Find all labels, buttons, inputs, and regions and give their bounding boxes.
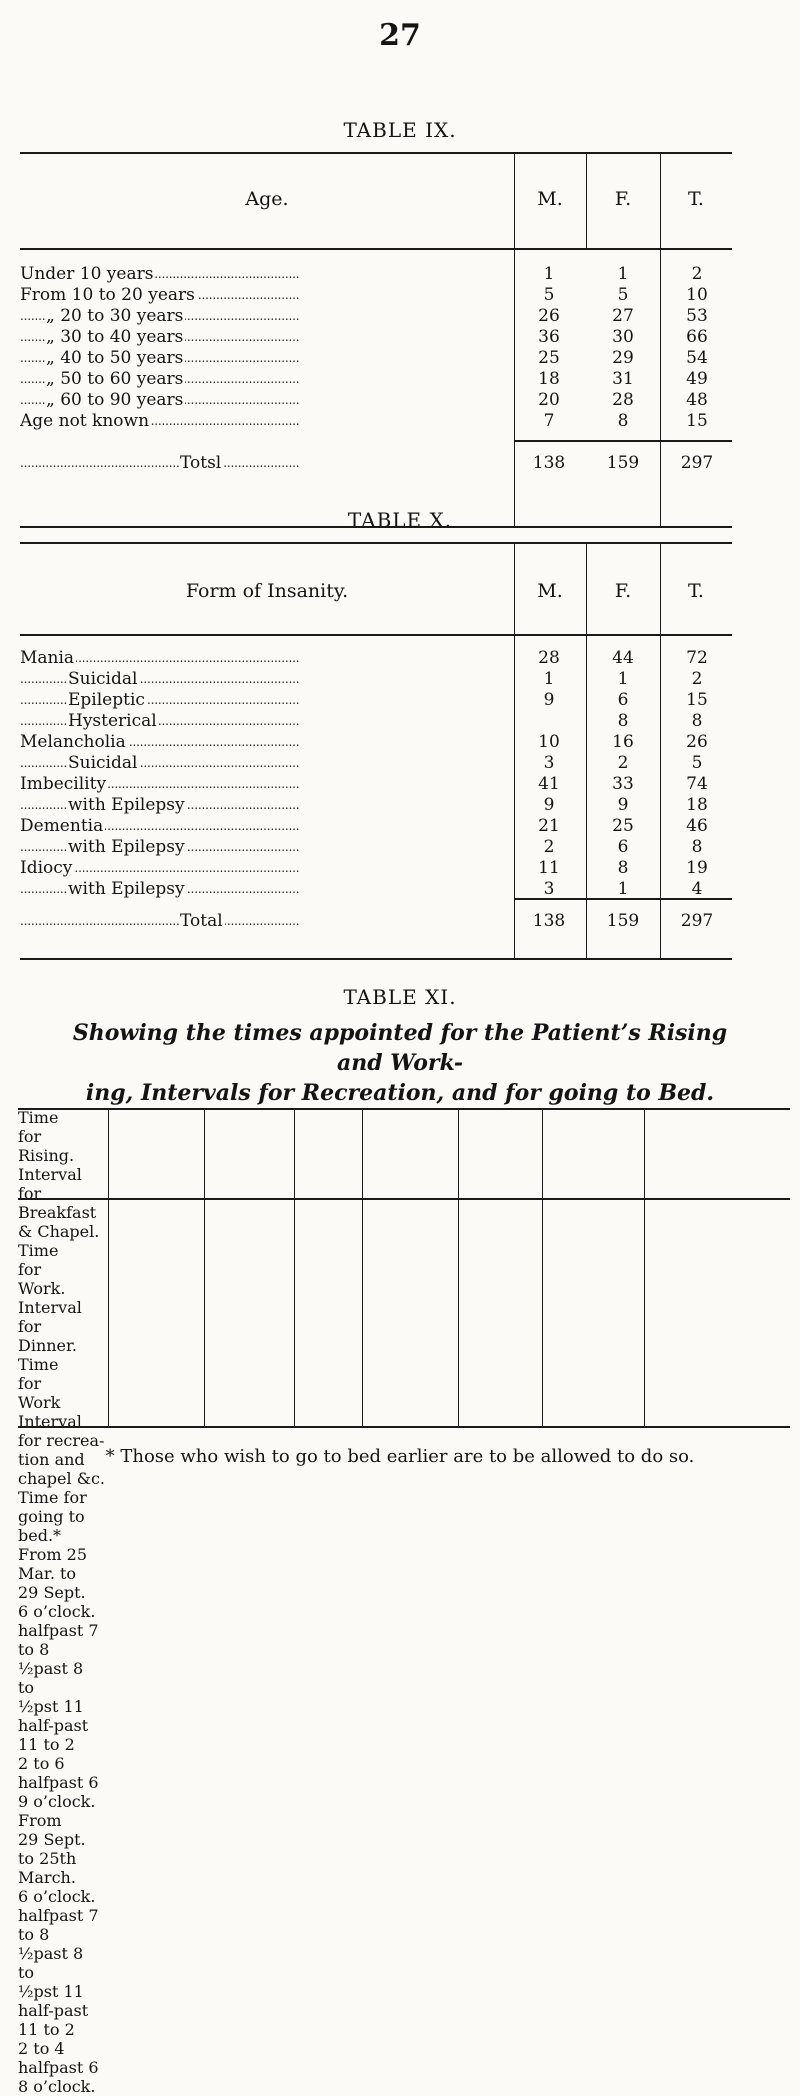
row-label-text: „ 40 to 50 years: [46, 348, 184, 368]
cell-t: 66: [686, 327, 708, 347]
row-label-text: Imbecility: [20, 774, 107, 794]
row-label-text: „ 30 to 40 years: [46, 327, 184, 347]
row-label: [20, 390, 536, 411]
row-label-text: Idiocy: [20, 858, 73, 878]
header-rule: [20, 248, 514, 250]
header-m: M.: [537, 580, 563, 602]
cell-f: 1: [617, 669, 629, 689]
cell-t: 53: [686, 306, 708, 326]
header-recreation: Interval for recrea- tion and chapel &c.: [18, 1412, 106, 1488]
header-rule: [20, 634, 514, 636]
row-label: [20, 795, 558, 816]
cell-t: 8: [691, 837, 703, 857]
cell-m: 25: [538, 348, 560, 368]
col-divider: [294, 1108, 295, 1428]
table-10-top-rule: [20, 542, 732, 544]
cell-f: 8: [617, 711, 629, 731]
row-label: [20, 879, 558, 900]
total-f: 159: [606, 453, 640, 473]
cell-m: 3: [543, 753, 555, 773]
cell-f: 16: [612, 732, 634, 752]
total-t: 297: [680, 911, 714, 931]
table-9-top-rule: [20, 152, 732, 154]
row-1-work: ½past 8 to ½pst 11: [18, 1659, 84, 1716]
header-f: F.: [614, 188, 632, 210]
header-f: F.: [614, 580, 632, 602]
cell-f: 6: [617, 690, 629, 710]
cell-m: 2: [543, 837, 555, 857]
header-time-work-2: Time for Work: [18, 1355, 61, 1412]
row-label-text: „ 50 to 60 years: [46, 369, 184, 389]
table-10: [20, 542, 732, 960]
total-m: 138: [532, 911, 566, 931]
table-row: [20, 648, 732, 669]
cell-m: 3: [543, 879, 555, 899]
row-label: [20, 669, 558, 690]
col-divider: [362, 1108, 363, 1428]
row-label-text: Hysterical: [68, 711, 157, 731]
header-form: Form of Insanity.: [185, 580, 349, 602]
row-label: [20, 837, 558, 858]
table-9: [20, 152, 732, 528]
row-1-rising: 6 o’clock.: [18, 1602, 96, 1621]
cell-t: 15: [686, 411, 708, 431]
cell-m: 20: [538, 390, 560, 410]
cell-m: 7: [543, 411, 555, 431]
row-1-breakfast: halfpast 7 to 8: [18, 1621, 99, 1659]
subtitle-line-1: Showing the times appointed for the Patient’s Rising and Work-: [72, 1020, 728, 1076]
cell-f: 25: [612, 816, 634, 836]
row-label: [20, 348, 536, 369]
row-label-text: with Epilepsy: [68, 879, 185, 899]
total-t: 297: [680, 453, 714, 473]
row-label: [20, 306, 536, 327]
cell-f: 28: [612, 390, 634, 410]
table-row: [20, 669, 732, 690]
table-row: [20, 264, 732, 285]
cell-t: 26: [686, 732, 708, 752]
table-row: [20, 732, 732, 753]
header-t: T.: [688, 188, 704, 210]
cell-t: 2: [691, 264, 703, 284]
table-row: [20, 348, 732, 369]
row-1-recreation: halfpast 6: [18, 1773, 99, 1792]
cell-m: 10: [538, 732, 560, 752]
row-label: [20, 816, 510, 837]
table-10-title: TABLE X.: [347, 508, 453, 532]
col-divider: [458, 1108, 459, 1428]
cell-t: 4: [691, 879, 703, 899]
cell-t: 46: [686, 816, 708, 836]
footnote: * Those who wish to go to bed earlier are to be allowed to do so.: [105, 1446, 695, 1467]
cell-t: 19: [686, 858, 708, 878]
row-1-work-2: 2 to 6: [18, 1754, 65, 1773]
row-2-bed: 8 o’clock.: [18, 2077, 96, 2096]
row-1-bed: 9 o’clock.: [18, 1792, 96, 1811]
header-t: T.: [688, 580, 704, 602]
row-label: [20, 753, 558, 774]
table-9-title: TABLE IX.: [343, 118, 457, 142]
row-label: [20, 732, 510, 753]
row-label-text: From 10 to 20 years: [20, 285, 195, 305]
header-m: M.: [537, 188, 563, 210]
cell-t: 10: [686, 285, 708, 305]
header-time-work: Time for Work.: [18, 1241, 66, 1298]
cell-f: 5: [617, 285, 629, 305]
row-label-text: Dementia: [20, 816, 104, 836]
table-row: [20, 327, 732, 348]
row-label: [20, 285, 510, 306]
cell-m: 21: [538, 816, 560, 836]
table-row: [20, 711, 732, 732]
cell-f: 2: [617, 753, 629, 773]
header-dinner: Interval for Dinner.: [18, 1298, 82, 1355]
cell-f: 9: [617, 795, 629, 815]
row-label-text: Melancholia: [20, 732, 126, 752]
table-row: [20, 774, 732, 795]
row-2-dinner: half-past 11 to 2: [18, 2001, 89, 2039]
total-m: 138: [532, 453, 566, 473]
cell-f: 44: [612, 648, 634, 668]
row-label: [20, 711, 558, 732]
cell-t: 8: [691, 711, 703, 731]
table-row: [20, 411, 732, 432]
header-breakfast: Interval for Breakfast & Chapel.: [18, 1165, 100, 1241]
cell-f: 30: [612, 327, 634, 347]
row-label-text: Mania: [20, 648, 75, 668]
table-row: [20, 390, 732, 411]
cell-t: 54: [686, 348, 708, 368]
row-2-breakfast: halfpast 7 to 8: [18, 1906, 99, 1944]
col-divider: [542, 1108, 543, 1428]
page-number: 27: [379, 18, 421, 53]
table-11-title: TABLE XI.: [343, 985, 457, 1009]
cell-t: 2: [691, 669, 703, 689]
subtitle-line-2: ing, Intervals for Recreation, and for going to Bed.: [85, 1080, 715, 1106]
table-11-top-rule: [18, 1108, 790, 1110]
row-2-work: ½past 8 to ½pst 11: [18, 1944, 84, 2001]
cell-f: 1: [617, 264, 629, 284]
cell-m: 1: [543, 669, 555, 689]
cell-m: 11: [538, 858, 560, 878]
row-label-text: Suicidal: [68, 669, 138, 689]
cell-f: 33: [612, 774, 634, 794]
cell-m: 1: [543, 264, 555, 284]
row-2-recreation: halfpast 6: [18, 2058, 99, 2077]
row-label-text: Age not known: [20, 411, 150, 431]
row-label-text: „ 20 to 30 years: [46, 306, 184, 326]
row-label-text: Epileptic: [68, 690, 145, 710]
row-1-dinner: half-past 11 to 2: [18, 1716, 89, 1754]
cell-m: 41: [538, 774, 560, 794]
row-label: [20, 369, 536, 390]
cell-t: 48: [686, 390, 708, 410]
cell-f: 31: [612, 369, 634, 389]
row-label-text: „ 60 to 90 years: [46, 390, 184, 410]
cell-m: 9: [543, 690, 555, 710]
header-rule: [514, 634, 732, 636]
cell-f: 8: [617, 411, 629, 431]
header-rule: [514, 248, 732, 250]
col-divider: [108, 1108, 109, 1428]
cell-t: 74: [686, 774, 708, 794]
table-row: [20, 690, 732, 711]
table-row: [20, 816, 732, 837]
cell-m: 28: [538, 648, 560, 668]
row-label: [20, 264, 510, 285]
col-divider: [644, 1108, 645, 1428]
header-age: Age.: [245, 188, 289, 210]
cell-m: 18: [538, 369, 560, 389]
cell-f: 29: [612, 348, 634, 368]
table-10-bottom-rule: [20, 958, 732, 960]
cell-f: 27: [612, 306, 634, 326]
table-row: [20, 285, 732, 306]
total-rule: [514, 898, 732, 900]
cell-m: 26: [538, 306, 560, 326]
row-label: [20, 690, 558, 711]
table-row: [20, 795, 732, 816]
total-f: 159: [606, 911, 640, 931]
row-2-period: From 29 Sept. to 25th March.: [18, 1811, 86, 1887]
total-rule: [514, 440, 732, 442]
row-label-text: with Epilepsy: [68, 795, 185, 815]
cell-m: 9: [543, 795, 555, 815]
cell-f: 6: [617, 837, 629, 857]
table-10-total-row: [20, 911, 732, 932]
col-divider: [204, 1108, 205, 1428]
cell-t: 5: [691, 753, 703, 773]
table-row: [20, 753, 732, 774]
table-9-total-row: [20, 453, 732, 474]
table-row: [20, 858, 732, 879]
row-2-work-2: 2 to 4: [18, 2039, 65, 2058]
cell-f: 1: [617, 879, 629, 899]
row-2-rising: 6 o’clock.: [18, 1887, 96, 1906]
header-rule: [18, 1198, 790, 1200]
total-label: Totsl: [180, 453, 222, 473]
row-label: [20, 411, 510, 432]
cell-f: 8: [617, 858, 629, 878]
cell-t: 49: [686, 369, 708, 389]
row-1-period: From 25 Mar. to 29 Sept.: [18, 1545, 87, 1602]
cell-t: 15: [686, 690, 708, 710]
cell-m: 36: [538, 327, 560, 347]
row-label-text: Suicidal: [68, 753, 138, 773]
header-time-rising: Time for Rising.: [18, 1108, 75, 1165]
row-label: [20, 327, 536, 348]
row-label: [20, 858, 510, 879]
row-label: [20, 648, 510, 669]
row-label-text: Under 10 years: [20, 264, 154, 284]
row-label: [20, 774, 510, 795]
cell-t: 18: [686, 795, 708, 815]
table-row: [20, 879, 732, 900]
table-11-bottom-rule: [18, 1426, 790, 1428]
total-label: Total: [180, 911, 223, 931]
cell-m: 5: [543, 285, 555, 305]
table-row: [20, 306, 732, 327]
cell-t: 72: [686, 648, 708, 668]
table-row: [20, 837, 732, 858]
table-row: [20, 369, 732, 390]
table-11-subtitle: [60, 1018, 740, 1108]
row-label-text: with Epilepsy: [68, 837, 185, 857]
header-bed: Time for going to bed.*: [18, 1488, 87, 1545]
